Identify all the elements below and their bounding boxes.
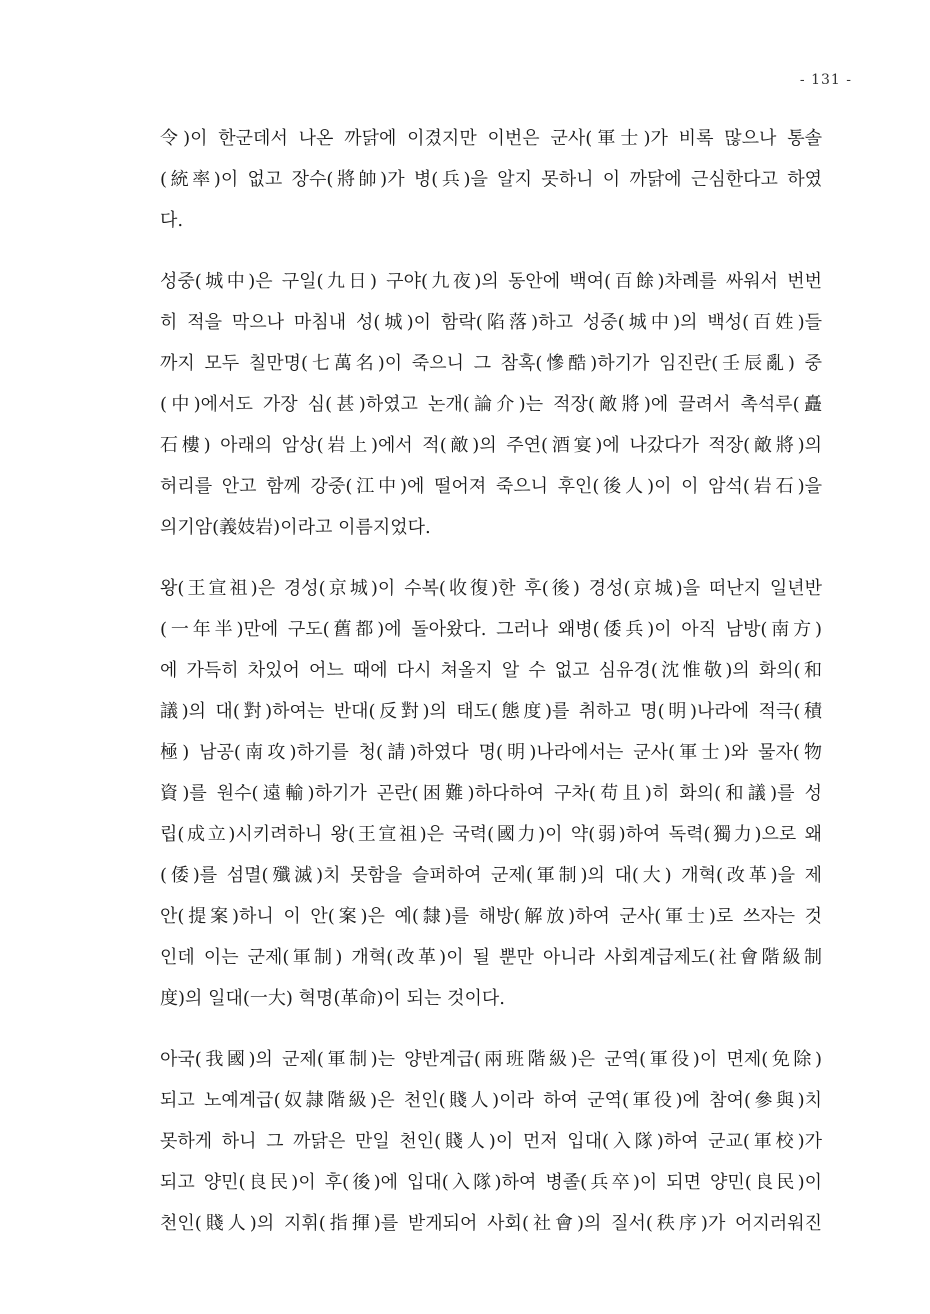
document-body — [160, 118, 822, 1264]
text-line: 안(提案)하니 이 안(案)은 예(隸)를 해방(解放)하여 군사(軍士)로 쓰자는 것 — [160, 906, 822, 927]
text-line: 못하게 하니 그 까닭은 만일 천인(賤人)이 먼저 입대(入隊)하여 군교(軍校)가 — [160, 1131, 822, 1152]
text-line: 천인(賤人)의 지휘(指揮)를 받게되어 사회(社會)의 질서(秩序)가 어지러워진 — [160, 1213, 822, 1234]
text-line: 히 적을 막으나 마침내 성(城)이 함락(陷落)하고 성중(城中)의 백성(百姓)들 — [160, 312, 822, 333]
text-line: 의기암(義妓岩)이라고 이름지었다. — [160, 517, 431, 538]
text-line: (倭)를 섬멸(殲滅)치 못함을 슬퍼하여 군제(軍制)의 대(大) 개혁(改革)을 제 — [160, 865, 822, 886]
text-line: 度)의 일대(一大) 혁명(革命)이 되는 것이다. — [160, 988, 505, 1009]
text-line: 인데 이는 군제(軍制) 개혁(改革)이 될 뿐만 아니라 사회계급제도(社會階級制 — [160, 947, 822, 968]
text-line: 되고 양민(良民)이 후(後)에 입대(入隊)하여 병졸(兵卒)이 되면 양민(良民)이 — [160, 1172, 822, 1193]
text-line: 까지 모두 칠만명(七萬名)이 죽으니 그 참혹(慘酷)하기가 임진란(壬辰亂) 중 — [160, 353, 822, 374]
text-line: 허리를 안고 함께 강중(江中)에 떨어져 죽으니 후인(後人)이 이 암석(岩石)을 — [160, 476, 822, 497]
text-line: 에 가득히 차있어 어느 때에 다시 쳐올지 알 수 없고 심유경(沈惟敬)의 화의(和 — [160, 660, 822, 681]
text-line: 議)의 대(對)하여는 반대(反對)의 태도(態度)를 취하고 명(明)나라에 적극(積 — [160, 701, 822, 722]
paragraph-2 — [160, 261, 822, 548]
text-line: 資)를 원수(遠輸)하기가 곤란(困難)하다하여 구차(苟且)히 화의(和議)를 성 — [160, 783, 822, 804]
text-line: 립(成立)시키려하니 왕(王宣祖)은 국력(國力)이 약(弱)하여 독력(獨力)으로 왜 — [160, 824, 822, 845]
text-line: 성중(城中)은 구일(九日) 구야(九夜)의 동안에 백여(百餘)차례를 싸워서 번번 — [160, 271, 822, 292]
text-line: 왕(王宣祖)은 경성(京城)이 수복(收復)한 후(後) 경성(京城)을 떠난지 일년반 — [160, 578, 822, 599]
text-line: 아국(我國)의 군제(軍制)는 양반계급(兩班階級)은 군역(軍役)이 면제(免除) — [160, 1049, 822, 1070]
paragraph-1 — [160, 118, 822, 241]
paragraph-4 — [160, 1039, 822, 1244]
text-line: (統率)이 없고 장수(將帥)가 병(兵)을 알지 못하니 이 까닭에 근심한다고 하였 — [160, 169, 822, 190]
text-line: (中)에서도 가장 심(甚)하였고 논개(論介)는 적장(敵將)에 끌려서 촉석루(矗 — [160, 394, 822, 415]
text-line: 極) 남공(南攻)하기를 청(請)하였다 명(明)나라에서는 군사(軍士)와 물자(物 — [160, 742, 822, 763]
text-line: 되고 노예계급(奴隷階級)은 천인(賤人)이라 하여 군역(軍役)에 참여(參與)치 — [160, 1090, 822, 1111]
text-line: 令)이 한군데서 나온 까닭에 이겼지만 이번은 군사(軍士)가 비록 많으나 통솔 — [160, 128, 822, 149]
text-line: 다. — [160, 210, 184, 231]
text-line: (一年半)만에 구도(舊都)에 돌아왔다. 그러나 왜병(倭兵)이 아직 남방(南方) — [160, 619, 822, 640]
paragraph-3 — [160, 568, 822, 1019]
text-line: 石樓) 아래의 암상(岩上)에서 적(敵)의 주연(酒宴)에 나갔다가 적장(敵將)의 — [160, 435, 822, 456]
page-number: - 131 - — [799, 72, 852, 88]
